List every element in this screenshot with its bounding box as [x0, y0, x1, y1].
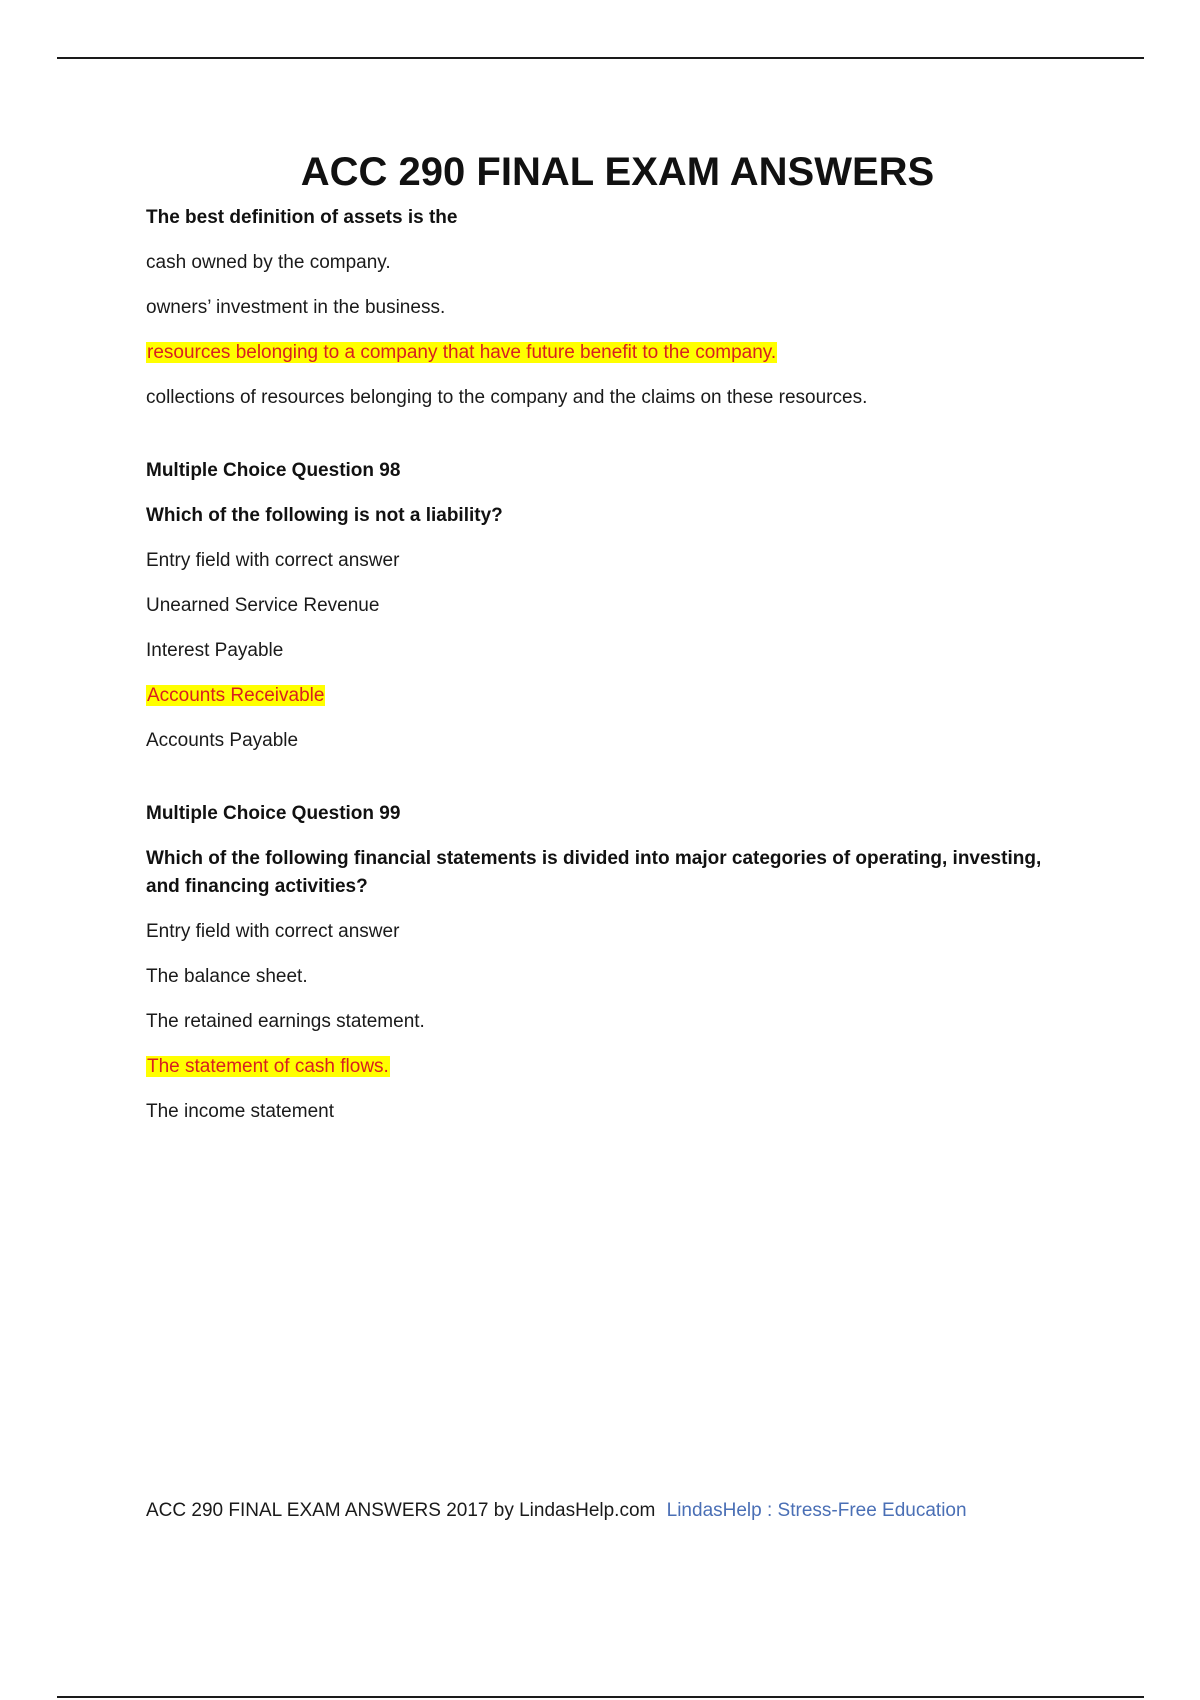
answer-option: The balance sheet.	[146, 966, 308, 987]
answer-option-correct	[146, 682, 1076, 710]
entry-field-label: Entry field with correct answer	[146, 550, 400, 571]
top-rule	[57, 57, 1144, 59]
question-text: Which of the following financial statements is divided into major categories of operating, investing, and financing activities?	[146, 848, 1042, 897]
answer-option: Unearned Service Revenue	[146, 595, 380, 616]
answer-option: Interest Payable	[146, 640, 284, 661]
answer-option: owners’ investment in the business.	[146, 297, 446, 318]
correct-answer-highlight: The statement of cash flows.	[147, 1056, 389, 1077]
document-body	[146, 204, 1076, 1143]
question-header: Multiple Choice Question 98	[146, 460, 401, 481]
document-title: ACC 290 FINAL EXAM ANSWERS	[300, 150, 935, 194]
answer-option: Accounts Payable	[146, 730, 299, 751]
answer-option: The retained earnings statement.	[146, 1011, 425, 1032]
entry-field-label: Entry field with correct answer	[146, 921, 400, 942]
page-footer	[146, 1500, 967, 1522]
footer-link[interactable]: LindasHelp : Stress-Free Education	[666, 1500, 967, 1521]
footer-text: ACC 290 FINAL EXAM ANSWERS 2017 by LindasHelp.com	[146, 1500, 656, 1521]
answer-option: The income statement	[146, 1101, 334, 1122]
question-text: The best definition of assets is the	[146, 207, 458, 228]
correct-answer-highlight: Accounts Receivable	[147, 685, 325, 706]
question-text: Which of the following is not a liability?	[146, 505, 503, 526]
answer-option: cash owned by the company.	[146, 252, 391, 273]
bottom-rule	[57, 1696, 1144, 1698]
answer-option: collections of resources belonging to the company and the claims on these resources.	[146, 387, 868, 408]
answer-option-correct	[146, 339, 1076, 367]
answer-option-correct	[146, 1053, 1076, 1081]
question-header: Multiple Choice Question 99	[146, 803, 401, 824]
correct-answer-highlight: resources belonging to a company that have future benefit to the company.	[147, 342, 777, 363]
